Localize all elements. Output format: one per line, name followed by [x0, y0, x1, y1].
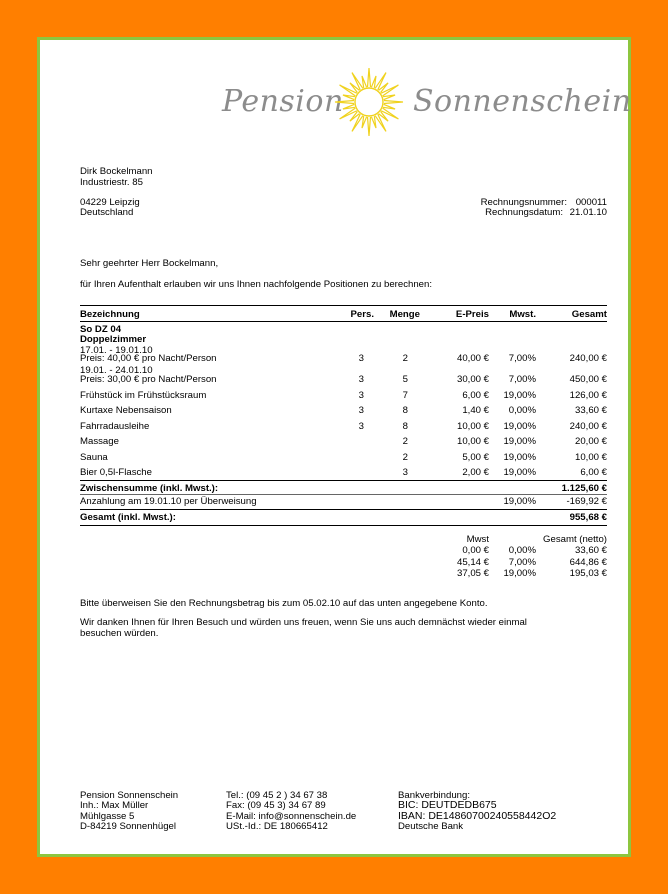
- col-header-menge: Menge: [389, 309, 420, 320]
- salutation: Sehr geehrter Herr Bockelmann,: [80, 258, 219, 269]
- row-desc: Preis: 30,00 € pro Nacht/Person: [80, 374, 217, 385]
- row-desc: Bier 0,5l-Flasche: [80, 467, 152, 478]
- row-mwst: 7,00%: [508, 353, 536, 364]
- total-label: Gesamt (inkl. Mwst.):: [80, 512, 176, 523]
- row-gesamt: 10,00 €: [574, 452, 607, 463]
- row-epreis: 40,00 €: [456, 353, 489, 364]
- row-pers: 3: [358, 421, 364, 432]
- table-header-rule: [80, 321, 607, 322]
- intro-text: für Ihren Aufenthalt erlauben wir uns Ihnen nachfolgende Positionen zu berechnen:: [80, 279, 433, 290]
- tax-netto: 195,03 €: [569, 568, 607, 579]
- col-header-bezeichnung: Bezeichnung: [80, 309, 140, 320]
- row-epreis: 5,00 €: [462, 452, 489, 463]
- tax-rate: 19,00%: [503, 568, 536, 579]
- tax-netto: 644,86 €: [569, 557, 607, 568]
- subtotal-label: Zwischensumme (inkl. Mwst.):: [80, 483, 219, 494]
- row-pers: 3: [358, 374, 364, 385]
- row-epreis: 10,00 €: [456, 421, 489, 432]
- tax-amount: 0,00 €: [462, 545, 489, 556]
- footer-city: D-84219 Sonnenhügel: [80, 821, 177, 832]
- row-menge: 5: [402, 374, 408, 385]
- tax-header-netto: Gesamt (netto): [543, 534, 607, 545]
- row-menge: 2: [402, 353, 408, 364]
- footer-company: Pension Sonnenschein: [80, 790, 179, 801]
- subtotal-value: 1.125,60 €: [561, 483, 607, 494]
- row-desc: Fahrradausleihe: [80, 421, 150, 432]
- invoice-number: 000011: [575, 197, 607, 208]
- row-epreis: 10,00 €: [456, 436, 489, 447]
- logo-word-pension: Pension: [222, 84, 344, 119]
- footer-email: E-Mail: info@sonnenschein.de: [226, 811, 357, 822]
- row-pers: 3: [358, 390, 364, 401]
- row-menge: 8: [402, 421, 408, 432]
- table-top-rule: [80, 305, 607, 306]
- footer-owner: Inh.: Max Müller: [80, 800, 149, 811]
- row-menge: 7: [402, 390, 408, 401]
- footer-bank-heading: Bankverbindung:: [398, 790, 471, 801]
- row-gesamt: 20,00 €: [574, 436, 607, 447]
- row-desc: Sauna: [80, 452, 108, 463]
- room-type: Doppelzimmer: [80, 334, 147, 345]
- row-desc: Preis: 40,00 € pro Nacht/Person: [80, 353, 217, 364]
- row-gesamt: 240,00 €: [569, 353, 607, 364]
- row-pers: 3: [358, 353, 364, 364]
- col-header-mwst: Mwst.: [509, 309, 536, 320]
- row-menge: 8: [402, 405, 408, 416]
- row-gesamt: 240,00 €: [569, 421, 607, 432]
- logo-word-sonnenschein: Sonnenschein: [413, 84, 632, 119]
- invoice-date: 21.01.10: [569, 207, 607, 218]
- recipient-street: Industriestr. 85: [80, 177, 143, 188]
- row-mwst: 19,00%: [503, 421, 536, 432]
- deposit-value: -169,92 €: [566, 496, 607, 507]
- row-mwst: 0,00%: [508, 405, 536, 416]
- recipient-country: Deutschland: [80, 207, 134, 218]
- tax-header-mwst: Mwst: [466, 534, 489, 545]
- row-pers: 3: [358, 405, 364, 416]
- row-mwst: 19,00%: [503, 452, 536, 463]
- footer-street: Mühlgasse 5: [80, 811, 135, 822]
- row-menge: 2: [402, 452, 408, 463]
- thanks-line-2: besuchen würden.: [80, 628, 159, 639]
- row-desc: Frühstück im Frühstücksraum: [80, 390, 207, 401]
- footer-fax: Fax: (09 45 3) 34 67 89: [226, 800, 326, 811]
- total-value: 955,68 €: [569, 512, 607, 523]
- row-gesamt: 6,00 €: [580, 467, 607, 478]
- recipient-city: 04229 Leipzig: [80, 197, 140, 208]
- row-epreis: 2,00 €: [462, 467, 489, 478]
- row-desc: Massage: [80, 436, 119, 447]
- total-rule: [80, 509, 607, 510]
- tax-rate: 0,00%: [508, 545, 536, 556]
- footer-bank-name: Deutsche Bank: [398, 821, 464, 832]
- row-gesamt: 450,00 €: [569, 374, 607, 385]
- row-date: 19.01. - 24.01.10: [80, 365, 153, 376]
- row-mwst: 19,00%: [503, 436, 536, 447]
- sun-logo-icon: [333, 66, 405, 138]
- footer-iban: IBAN: DE14860700240558442O2: [398, 810, 557, 822]
- invoice-paper: [40, 40, 628, 854]
- footer-phone: Tel.: (09 45 2 ) 34 67 38: [226, 790, 328, 801]
- col-header-pers: Pers.: [350, 309, 374, 320]
- row-epreis: 6,00 €: [462, 390, 489, 401]
- row-mwst: 19,00%: [503, 390, 536, 401]
- row-menge: 3: [402, 467, 408, 478]
- invoice-number-label: Rechnungsnummer:: [480, 197, 567, 208]
- room-code: So DZ 04: [80, 324, 122, 335]
- subtotal-underline: [80, 494, 607, 495]
- footer-bic: BIC: DEUTDEDB675: [398, 799, 497, 811]
- row-gesamt: 126,00 €: [569, 390, 607, 401]
- row-gesamt: 33,60 €: [574, 405, 607, 416]
- tax-netto: 33,60 €: [574, 545, 607, 556]
- tax-amount: 45,14 €: [456, 557, 489, 568]
- row-epreis: 1,40 €: [462, 405, 489, 416]
- tax-amount: 37,05 €: [456, 568, 489, 579]
- row-menge: 2: [402, 436, 408, 447]
- col-header-gesamt: Gesamt: [571, 309, 607, 320]
- row-epreis: 30,00 €: [456, 374, 489, 385]
- payment-note: Bitte überweisen Sie den Rechnungsbetrag bis zum 05.02.10 auf das unten angegebene Konto.: [80, 598, 488, 609]
- row-mwst: 19,00%: [503, 467, 536, 478]
- deposit-label: Anzahlung am 19.01.10 per Überweisung: [80, 496, 257, 507]
- thanks-line-1: Wir danken Ihnen für Ihren Besuch und würden uns freuen, wenn Sie uns auch demnächst wieder einmal: [80, 617, 527, 628]
- row-desc: Kurtaxe Nebensaison: [80, 405, 172, 416]
- subtotal-rule: [80, 480, 607, 481]
- tax-rate: 7,00%: [508, 557, 536, 568]
- deposit-mwst: 19,00%: [503, 496, 536, 507]
- row-mwst: 7,00%: [508, 374, 536, 385]
- invoice-date-label: Rechnungsdatum:: [485, 207, 563, 218]
- row-date: 17.01. - 19.01.10: [80, 345, 153, 356]
- col-header-epreis: E-Preis: [455, 309, 489, 320]
- recipient-name: Dirk Bockelmann: [80, 166, 153, 177]
- total-underline: [80, 525, 607, 526]
- footer-vat-id: USt.-Id.: DE 180665412: [226, 821, 328, 832]
